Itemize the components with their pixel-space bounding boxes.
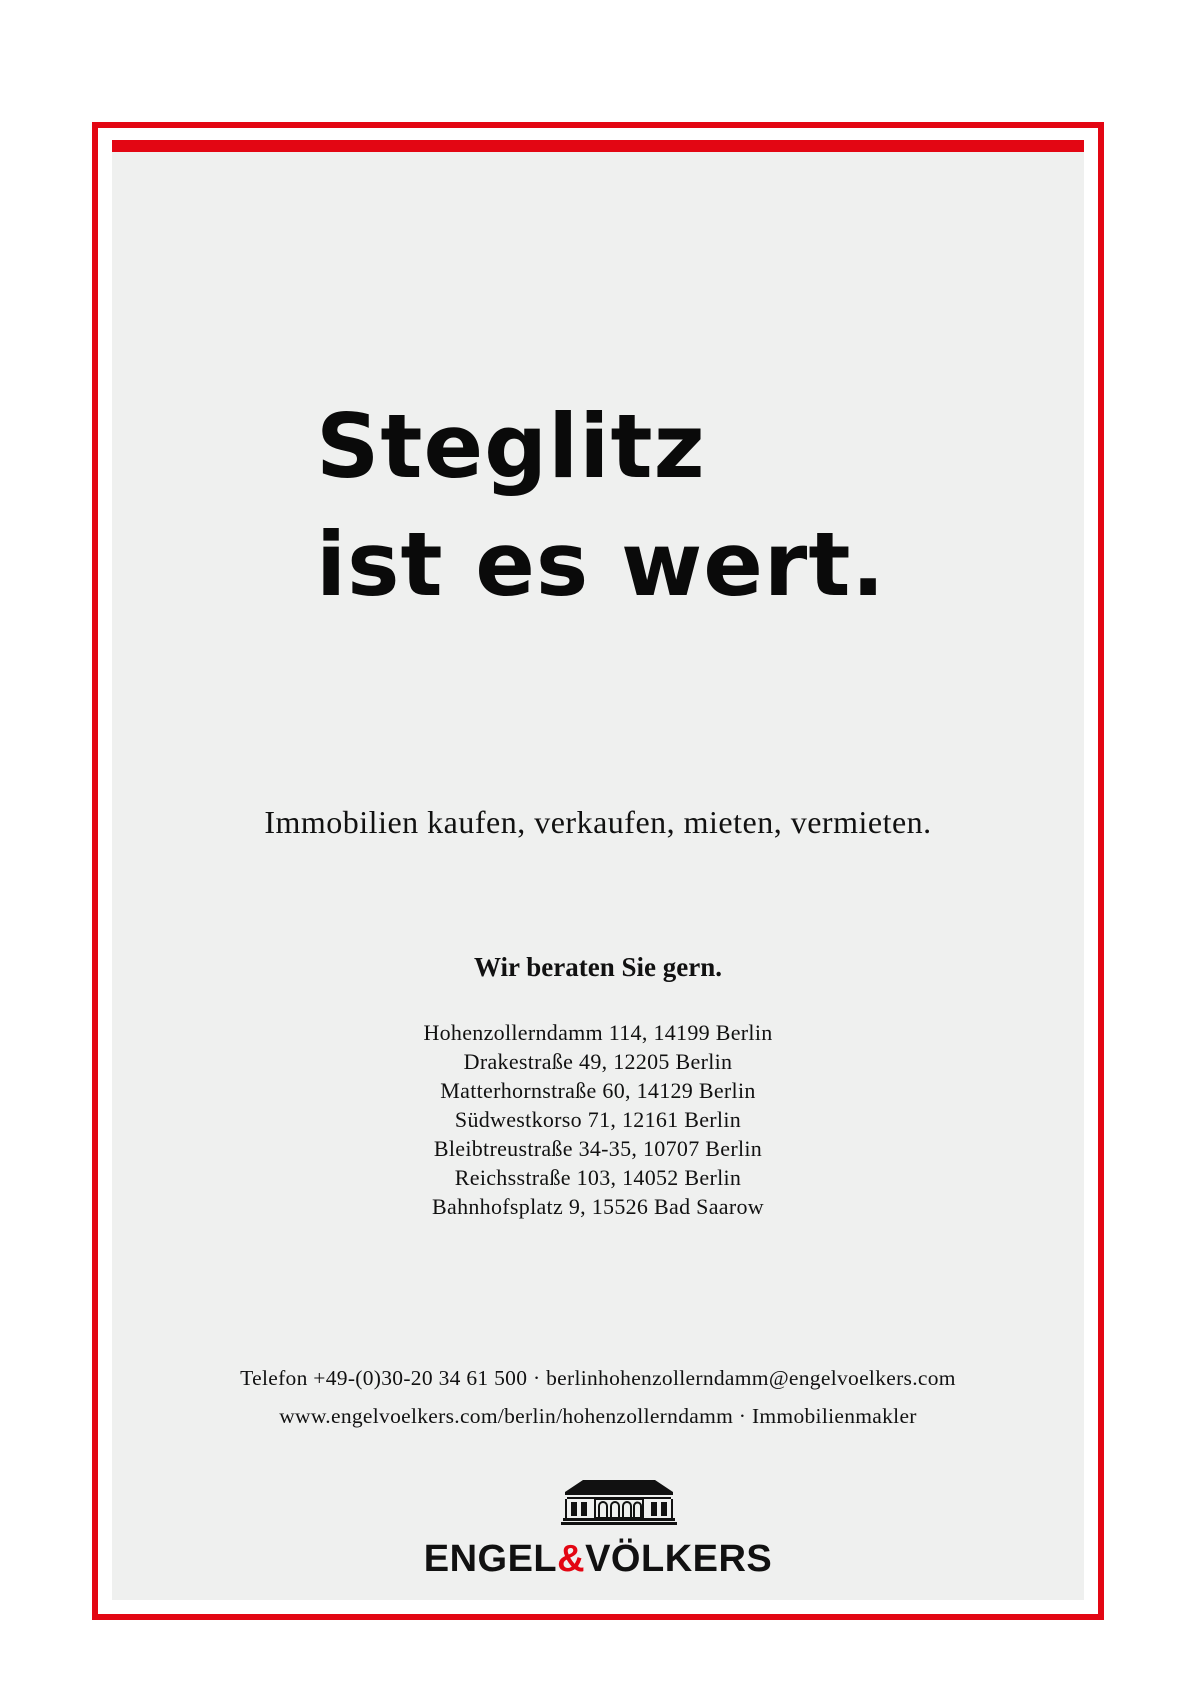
tagline: Immobilien kaufen, verkaufen, mieten, vermieten. xyxy=(264,804,932,840)
headline xyxy=(316,388,886,624)
address-item: Hohenzollerndamm 114, 14199 Berlin xyxy=(423,1020,773,1045)
address-list xyxy=(112,1018,1084,1221)
contact-phone-email: Telefon +49-(0)30-20 34 61 500 · berlinhohenzollerndamm@engelvoelkers.com xyxy=(240,1366,956,1390)
advice-heading: Wir beraten Sie gern. xyxy=(474,952,722,982)
brand-name-part-1: ENGEL xyxy=(423,1538,558,1580)
ad-panel xyxy=(112,140,1084,1600)
address-item: Bahnhofsplatz 9, 15526 Bad Saarow xyxy=(432,1194,764,1219)
ad-frame xyxy=(92,122,1104,1620)
brand-ampersand: & xyxy=(557,1538,586,1580)
address-item: Bleibtreustraße 34-35, 10707 Berlin xyxy=(433,1136,763,1161)
brand-name-part-2: VÖLKERS xyxy=(585,1538,773,1580)
building-icon xyxy=(561,1478,677,1526)
headline-line-1: Steglitz xyxy=(316,395,706,498)
brand-logo xyxy=(112,1538,1084,1581)
contact-website: www.engelvoelkers.com/berlin/hohenzollerndamm · Immobilienmakler xyxy=(279,1404,917,1428)
headline-line-2: ist es wert. xyxy=(316,513,886,616)
address-item: Matterhornstraße 60, 14129 Berlin xyxy=(440,1078,756,1103)
address-item: Drakestraße 49, 12205 Berlin xyxy=(463,1049,733,1074)
address-item: Südwestkorso 71, 12161 Berlin xyxy=(454,1107,742,1132)
top-red-bar xyxy=(112,140,1084,152)
address-item: Reichsstraße 103, 14052 Berlin xyxy=(454,1165,742,1190)
